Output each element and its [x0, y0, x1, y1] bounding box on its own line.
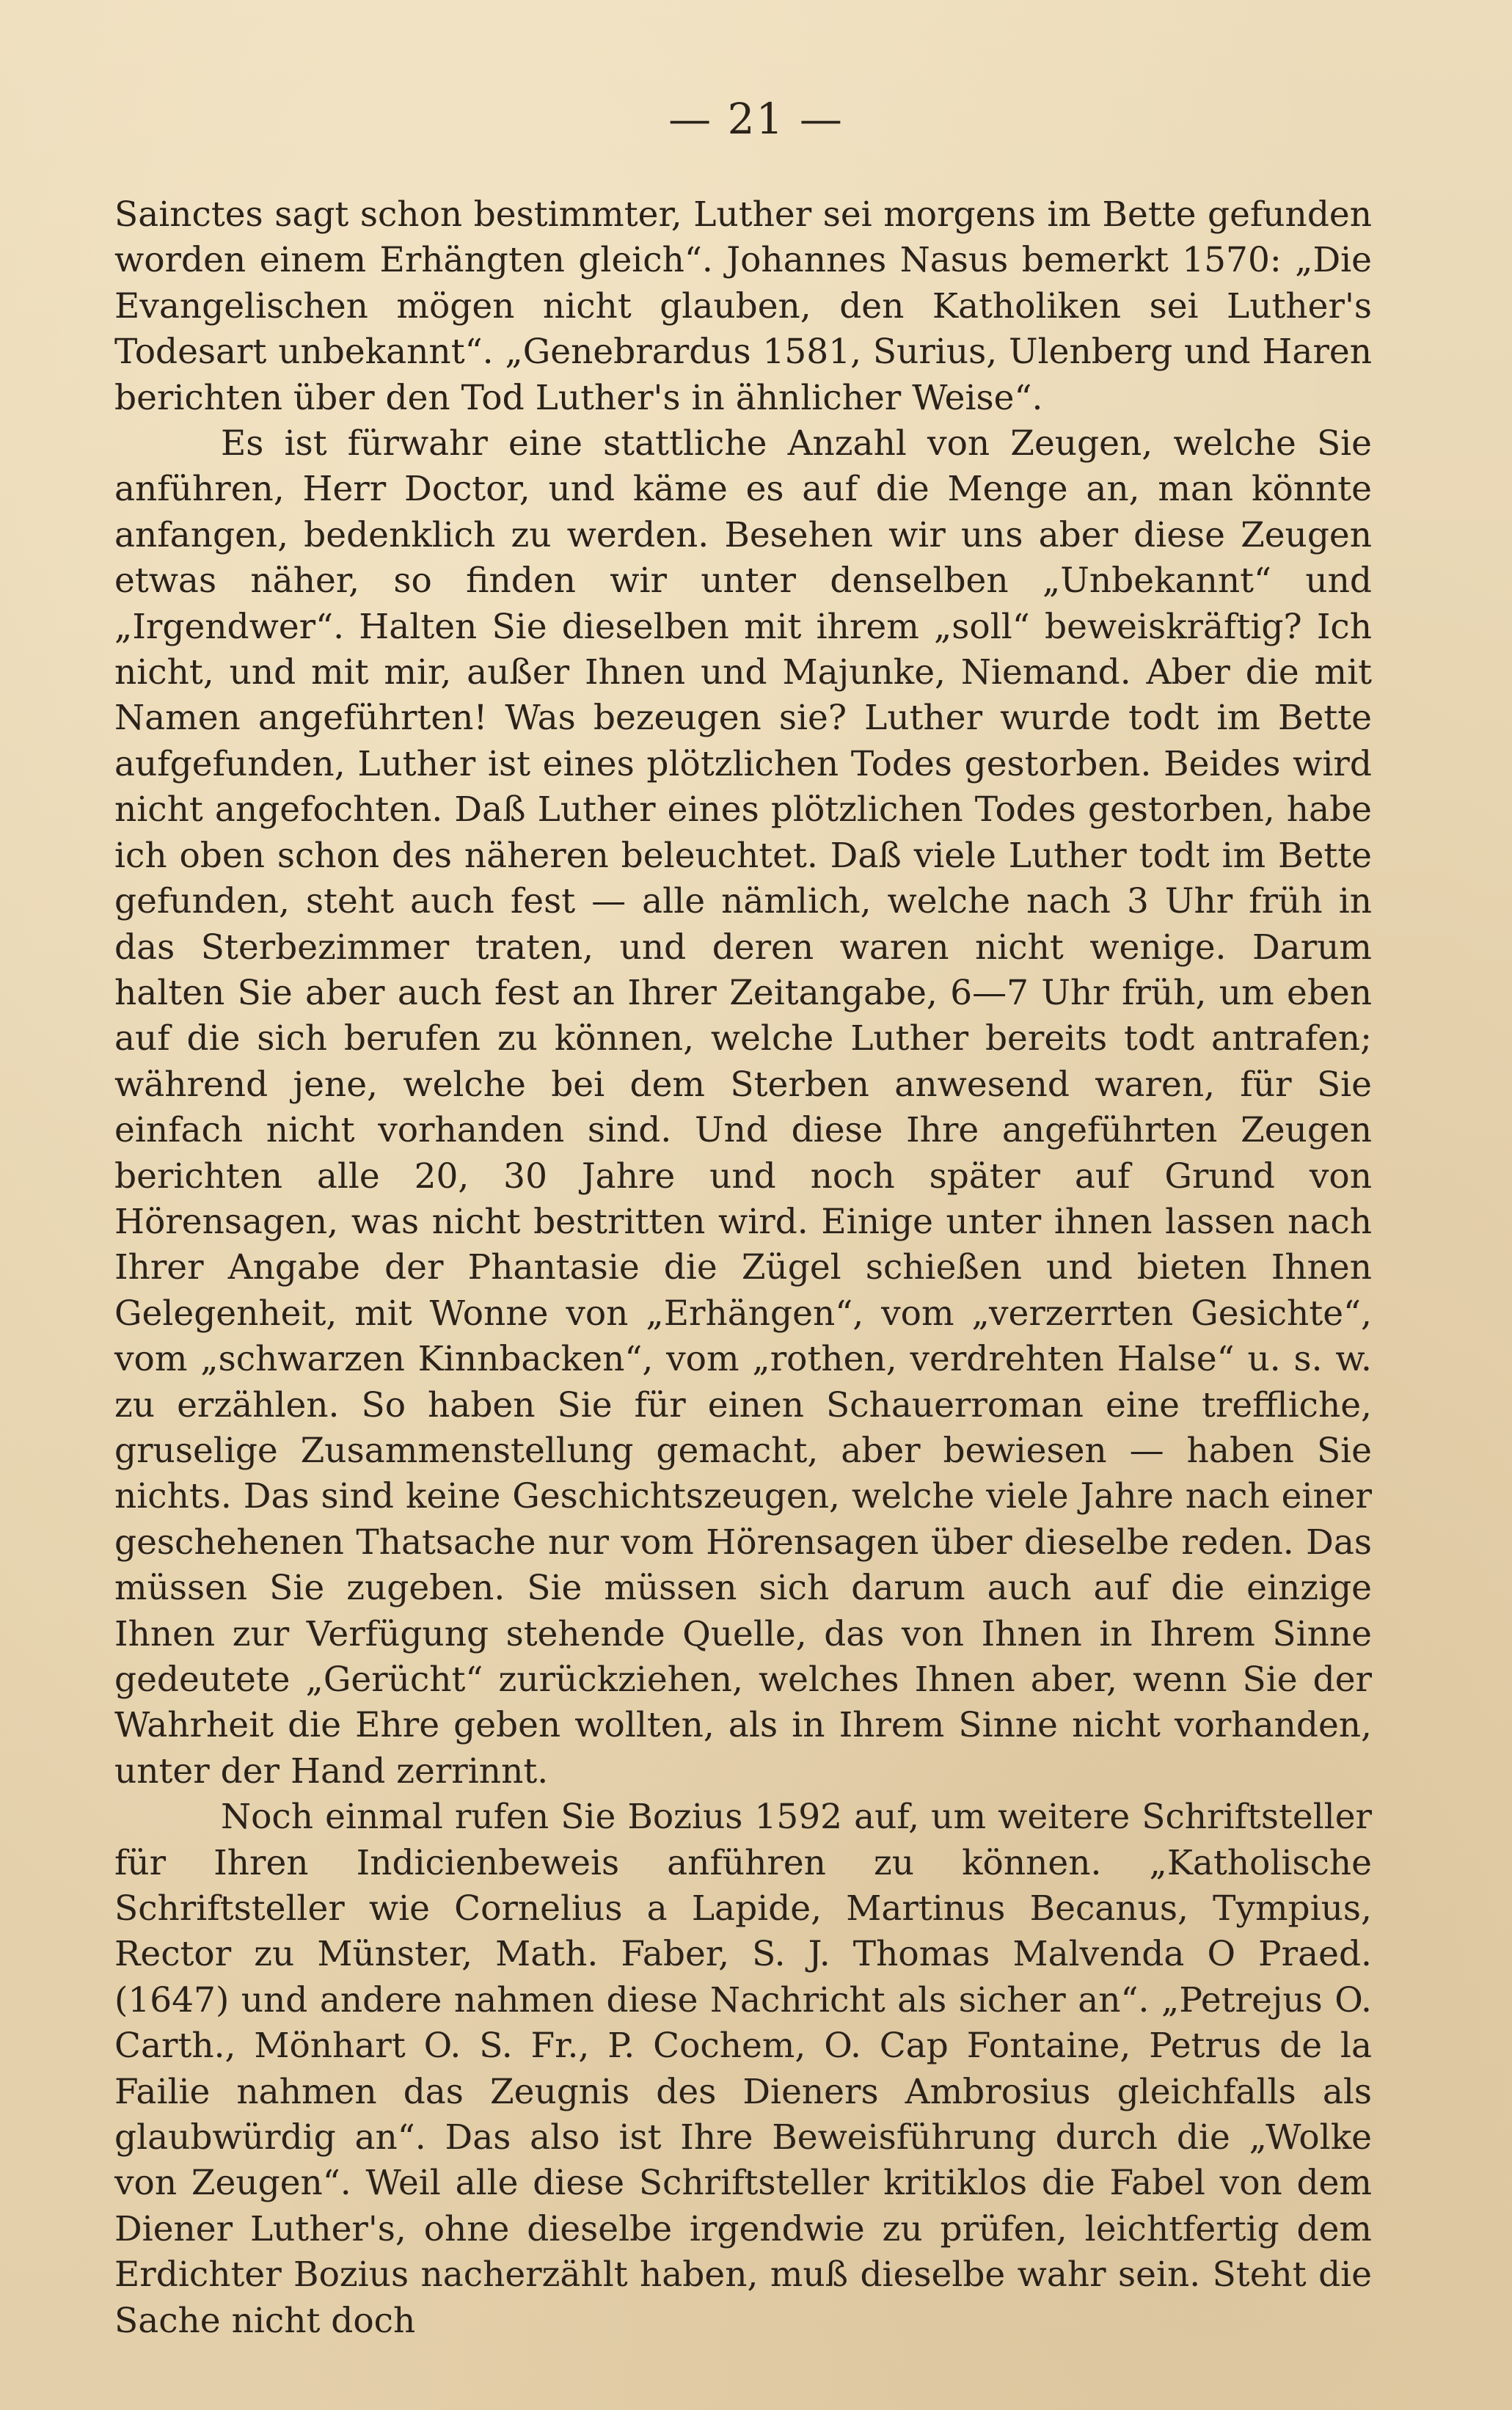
paragraph-2: Es ist fürwahr eine stattliche Anzahl von Zeugen, welche Sie anführen, Herr Doctor, und käme es auf die Menge an, man könnte anfangen, bedenklich zu werden. Besehen wir uns aber diese Zeugen etwas näher, so finden wir unter denselben „Unbekannt“ und „Irgendwer“. Halten Sie dieselben mit ihrem „soll“ beweiskräftig? Ich nicht, und mit mir, außer Ihnen und Majunke, Niemand. Aber die mit Namen angeführten! Was bezeugen sie? Luther wurde todt im Bette aufgefunden, Luther ist eines plötzlichen Todes gestorben. Beides wird nicht angefochten. Daß Luther eines plötzlichen Todes gestorben, habe ich oben schon des näheren beleuchtet. Daß viele Luther todt im Bette gefunden, steht auch fest — alle nämlich, welche nach 3 Uhr früh in das Sterbezimmer traten, und deren waren nicht wenige. Darum halten Sie aber auch fest an Ihrer Zeitangabe, 6—7 Uhr früh, um eben auf die sich berufen zu können, welche Luther bereits todt antrafen; während jene, welche bei dem Sterben anwesend waren, für Sie einfach nicht vorhanden sind. Und diese Ihre angeführten Zeugen berichten alle 20, 30 Jahre und noch später auf Grund von Hörensagen, was nicht bestritten wird. Einige unter ihnen lassen nach Ihrer Angabe der Phantasie die Zügel schießen und bieten Ihnen Gelegenheit, mit Wonne von „Erhängen“, vom „verzerrten Gesichte“, vom „schwarzen Kinnbacken“, vom „rothen, verdrehten Halse“ u. s. w. zu erzählen. So haben Sie für einen Schauerroman eine treffliche, gruselige Zusammenstellung gemacht, aber bewiesen — haben Sie nichts. Das sind keine Geschichtszeugen, welche viele Jahre nach einer geschehenen Thatsache nur vom Hörensagen über dieselbe reden. Das müssen Sie zugeben. Sie müssen sich darum auch auf die einzige Ihnen zur Verfügung stehende Quelle, das von Ihnen in Ihrem Sinne gedeutete „Gerücht“ zurückziehen, welches Ihnen aber, wenn Sie der Wahrheit die Ehre geben wollten, als in Ihrem Sinne nicht vorhanden, unter der Hand zerrinnt.: [114, 423, 1372, 1792]
page-number: — 21 —: [668, 94, 844, 144]
paragraph-1: Sainctes sagt schon bestimmter, Luther sei morgens im Bette gefunden worden einem Erhängten gleich“. Johannes Nasus bemerkt 1570: „Die Evangelischen mögen nicht glauben, den Katholiken sei Luther's Todesart unbekannt“. „Genebrardus 1581, Surius, Ulenberg und Haren berichten über den Tod Luther's in ähnlicher Weise“.: [114, 194, 1372, 418]
body-text: [114, 192, 1372, 2344]
paragraph-3: Noch einmal rufen Sie Bozius 1592 auf, um weitere Schriftsteller für Ihren Indicienbeweis anführen zu können. „Katholische Schriftsteller wie Cornelius a Lapide, Martinus Becanus, Tympius, Rector zu Münster, Math. Faber, S. J. Thomas Malvenda O Praed. (1647) und andere nahmen diese Nachricht als sicher an“. „Petrejus O. Carth., Mönhart O. S. Fr., P. Cochem, O. Cap Fontaine, Petrus de la Failie nahmen das Zeugnis des Dieners Ambrosius gleichfalls als glaubwürdig an“. Das also ist Ihre Beweisführung durch die „Wolke von Zeugen“. Weil alle diese Schriftsteller kritiklos die Fabel von dem Diener Luther's, ohne dieselbe irgendwie zu prüfen, leichtfertig dem Erdichter Bozius nacherzählt haben, muß dieselbe wahr sein. Steht die Sache nicht doch: [114, 1797, 1372, 2341]
